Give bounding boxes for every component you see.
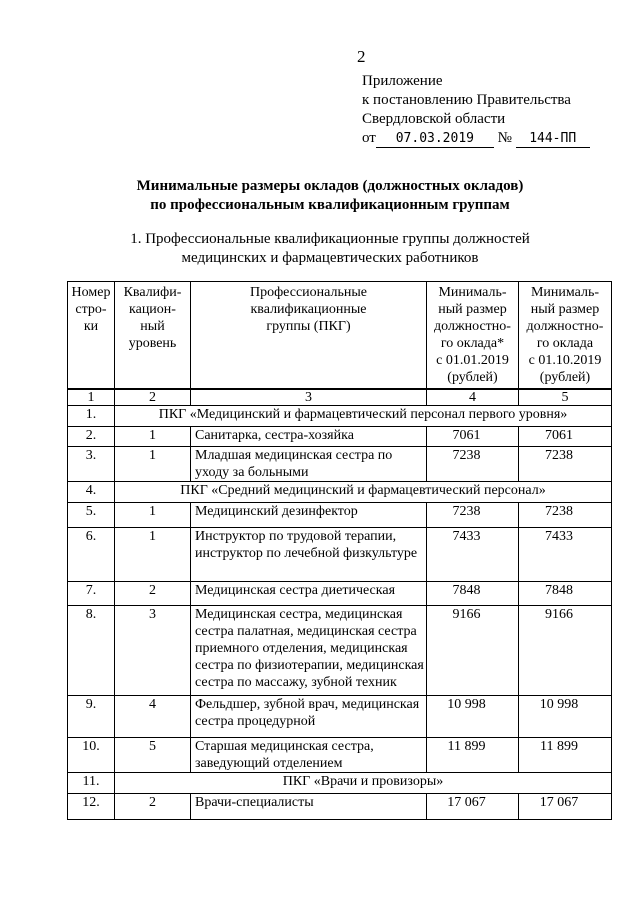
salary-from-2019-10-01: 7848 (519, 582, 612, 606)
appendix-date-line (362, 129, 590, 148)
salary-from-2019-10-01: 9166 (519, 606, 612, 696)
position-name: Инструктор по трудовой терапии, инструктор по лечебной физкультуре (191, 528, 427, 582)
table-row (68, 582, 612, 606)
qualification-level: 1 (115, 447, 191, 482)
salary-from-2019-10-01: 7433 (519, 528, 612, 582)
section-line-1: 1. Профессиональные квалификационные группы должностей (130, 231, 530, 247)
column-number: 2 (115, 389, 191, 406)
row-number: 4. (68, 482, 115, 503)
position-name: Старшая медицинская сестра, заведующий отделением (191, 738, 427, 773)
salary-from-2019-01-01: 7848 (427, 582, 519, 606)
table-header-row (68, 282, 612, 390)
header-qualification-level: Квалифи- кацион- ный уровень (115, 282, 191, 390)
position-name: Санитарка, сестра-хозяйка (191, 427, 427, 447)
salary-from-2019-10-01: 17 067 (519, 794, 612, 820)
resolution-date: 07.03.2019 (376, 131, 494, 148)
header-professional-group: Профессиональные квалификационные группы (ПКГ) (191, 282, 427, 390)
table-row (68, 528, 612, 582)
group-title: ПКГ «Средний медицинский и фармацевтический персонал» (115, 482, 612, 503)
header-row-number: Номер стро- ки (68, 282, 115, 390)
qualification-level: 2 (115, 582, 191, 606)
column-number: 4 (427, 389, 519, 406)
appendix-line-1: Приложение (362, 73, 443, 89)
title-line-1: Минимальные размеры окладов (должностных окладов) (136, 178, 524, 194)
position-name: Медицинская сестра, медицинская сестра палатная, медицинская сестра приемного отделения, медицинская сестра по физиотерапии, медицинская сестра по массажу, зубной техник (191, 606, 427, 696)
qualification-level: 2 (115, 794, 191, 820)
row-number: 1. (68, 406, 115, 427)
row-number: 11. (68, 773, 115, 794)
page-number: 2 (357, 47, 366, 66)
salary-from-2019-10-01: 10 998 (519, 696, 612, 738)
row-number: 2. (68, 427, 115, 447)
qualification-level: 1 (115, 427, 191, 447)
column-number: 1 (68, 389, 115, 406)
salary-from-2019-10-01: 7238 (519, 503, 612, 528)
resolution-number: 144-ПП (516, 131, 590, 148)
row-number: 7. (68, 582, 115, 606)
header-salary-jan: Минималь- ный размер должностно- го оклада* с 01.01.2019 (рублей) (427, 282, 519, 390)
row-number: 3. (68, 447, 115, 482)
table-row (68, 447, 612, 482)
row-number: 10. (68, 738, 115, 773)
table-row (68, 794, 612, 820)
salary-from-2019-01-01: 7061 (427, 427, 519, 447)
table-group-row (68, 482, 612, 503)
qualification-level: 4 (115, 696, 191, 738)
salary-from-2019-01-01: 7238 (427, 503, 519, 528)
table-group-row (68, 773, 612, 794)
document-title (60, 177, 600, 215)
number-prefix: № (497, 130, 512, 146)
title-line-2: по профессиональным квалификационным группам (150, 197, 510, 213)
appendix-line-3: Свердловской области (362, 111, 506, 127)
table-body (68, 389, 612, 820)
qualification-level: 1 (115, 503, 191, 528)
salary-from-2019-01-01: 9166 (427, 606, 519, 696)
date-prefix: от (362, 130, 376, 146)
row-number: 6. (68, 528, 115, 582)
qualification-level: 5 (115, 738, 191, 773)
salary-from-2019-01-01: 7238 (427, 447, 519, 482)
table-row (68, 696, 612, 738)
salary-from-2019-01-01: 10 998 (427, 696, 519, 738)
table-row (68, 606, 612, 696)
row-number: 12. (68, 794, 115, 820)
appendix-block (362, 72, 590, 148)
table-row (68, 503, 612, 528)
row-number: 9. (68, 696, 115, 738)
position-name: Младшая медицинская сестра по уходу за больными (191, 447, 427, 482)
column-number: 3 (191, 389, 427, 406)
group-title: ПКГ «Медицинский и фармацевтический персонал первого уровня» (115, 406, 612, 427)
table-group-row (68, 406, 612, 427)
header-salary-oct: Минималь- ный размер должностно- го оклада с 01.10.2019 (рублей) (519, 282, 612, 390)
qualification-level: 1 (115, 528, 191, 582)
salary-from-2019-01-01: 17 067 (427, 794, 519, 820)
row-number: 5. (68, 503, 115, 528)
group-title: ПКГ «Врачи и провизоры» (115, 773, 612, 794)
appendix-line-2: к постановлению Правительства (362, 92, 571, 108)
salary-from-2019-10-01: 7061 (519, 427, 612, 447)
salary-from-2019-01-01: 11 899 (427, 738, 519, 773)
position-name: Врачи-специалисты (191, 794, 427, 820)
column-number-row (68, 389, 612, 406)
table-row (68, 738, 612, 773)
salary-from-2019-10-01: 11 899 (519, 738, 612, 773)
section-line-2: медицинских и фармацевтических работников (181, 250, 479, 266)
table-row (68, 427, 612, 447)
position-name: Медицинская сестра диетическая (191, 582, 427, 606)
position-name: Медицинский дезинфектор (191, 503, 427, 528)
position-name: Фельдшер, зубной врач, медицинская сестра процедурной (191, 696, 427, 738)
qualification-level: 3 (115, 606, 191, 696)
section-heading (60, 230, 600, 268)
row-number: 8. (68, 606, 115, 696)
salary-table (67, 281, 612, 820)
salary-from-2019-01-01: 7433 (427, 528, 519, 582)
column-number: 5 (519, 389, 612, 406)
salary-from-2019-10-01: 7238 (519, 447, 612, 482)
